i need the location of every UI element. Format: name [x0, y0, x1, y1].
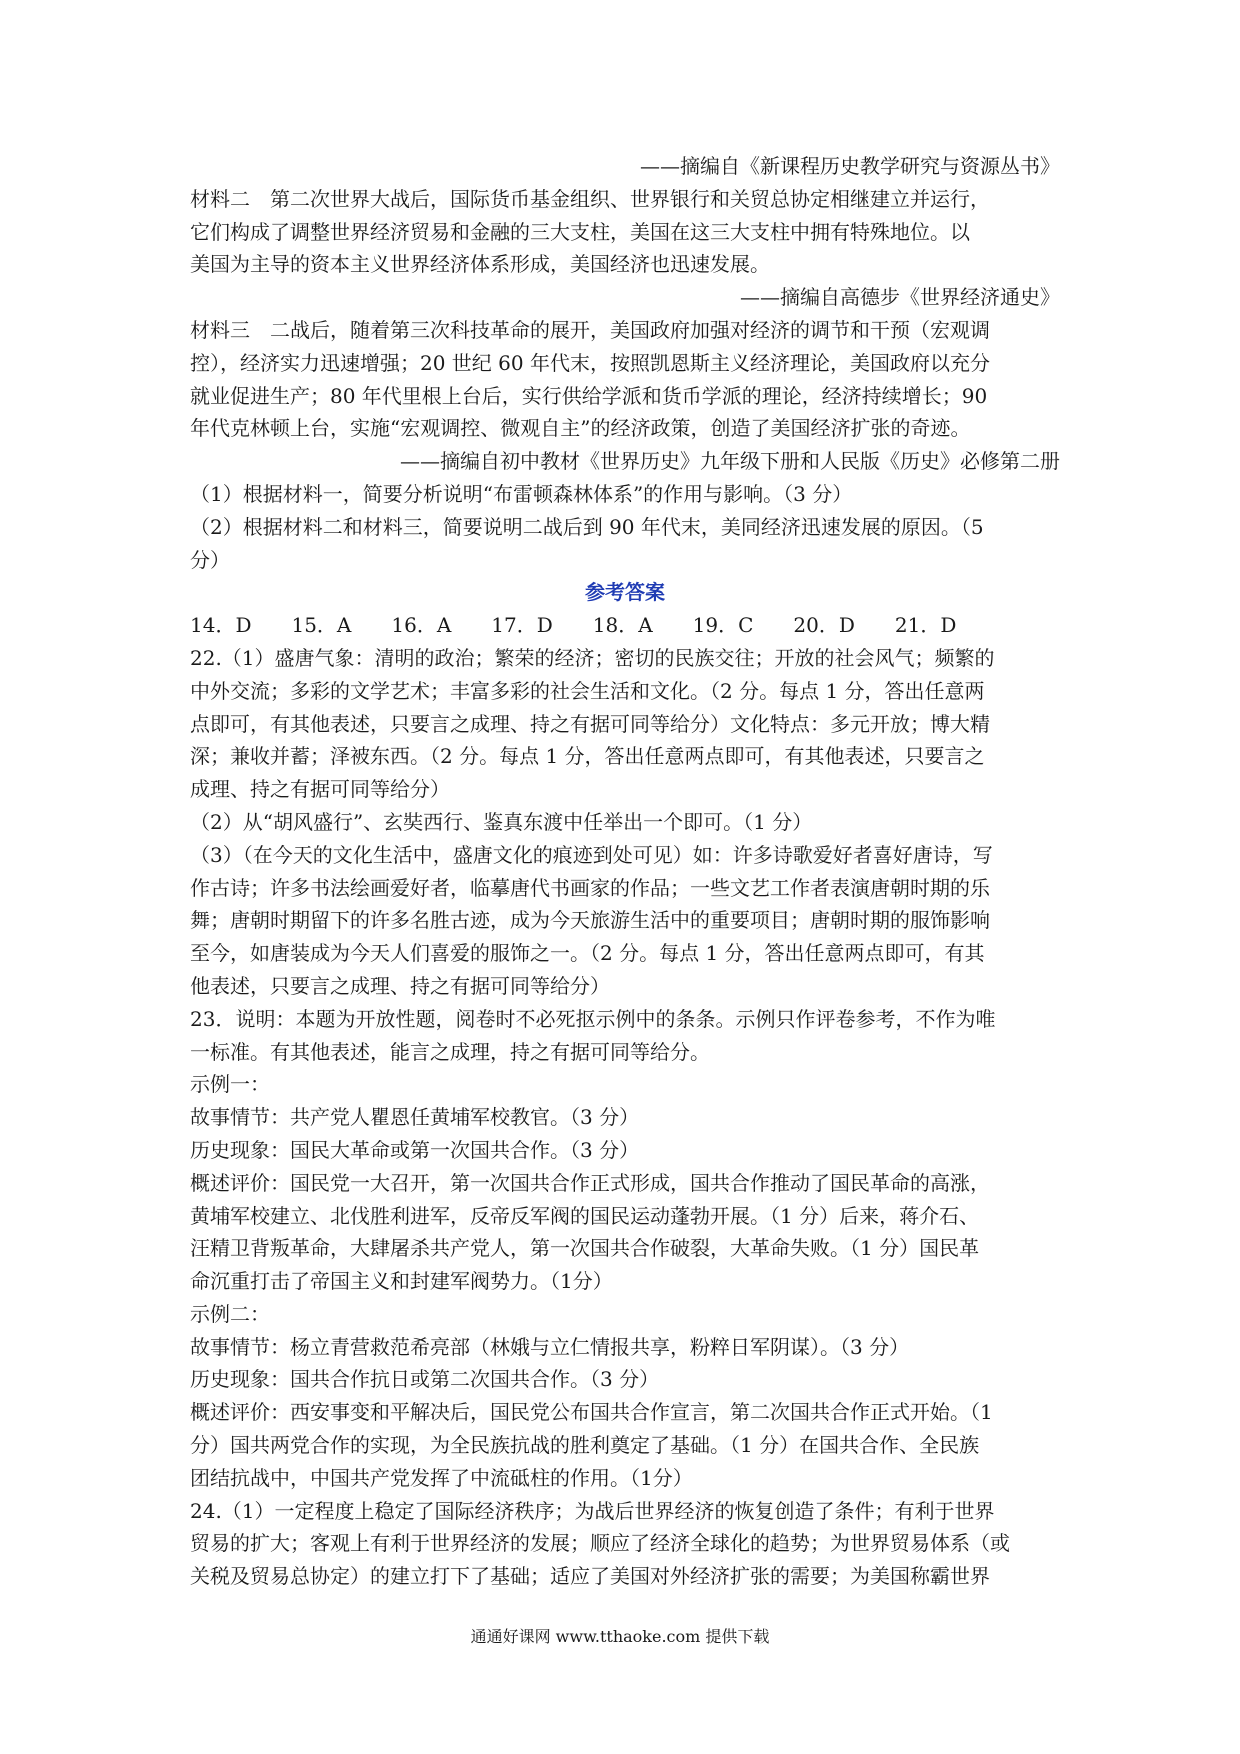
material-text-line: 年代克林顿上台，实施“宏观调控、微观自主”的经济政策，创造了美国经济扩张的奇迹。: [190, 416, 971, 441]
page-footer: 通通好课网 www.tthaoke.com 提供下载: [470, 1627, 770, 1646]
material-text-line: 控），经济实力迅速增强；20 世纪 60 年代末，按照凯恩斯主义经济理论，美国政府以充分: [190, 350, 990, 375]
answer-line: 关税及贸易总协定）的建立打下了基础；适应了美国对外经济扩张的需要；为美国称霸世界: [190, 1564, 990, 1589]
answer-line: 示例一：: [190, 1072, 270, 1097]
question-line: 分）: [190, 547, 230, 572]
answer-line: 示例二：: [190, 1301, 270, 1326]
answer-line: 至今，如唐装成为今天人们喜爱的服饰之一。（2 分。每点 1 分，答出任意两点即可，有其: [190, 941, 985, 966]
answer-line: 他表述，只要言之成理、持之有据可同等给分）: [190, 973, 610, 998]
answer-line: 作古诗；许多书法绘画爱好者，临摹唐代书画家的作品；一些文艺工作者表演唐朝时期的乐: [190, 875, 990, 900]
answer-line: 一标准。有其他表述，能言之成理，持之有据可同等给分。: [190, 1039, 710, 1064]
answer-line: 成理、持之有据可同等给分）: [190, 777, 450, 802]
material-text-line: 它们构成了调整世界经济贸易和金融的三大支柱，美国在这三大支柱中拥有特殊地位。以: [190, 219, 970, 244]
answer-line: 概述评价：国民党一大召开，第一次国共合作正式形成，国共合作推动了国民革命的高涨，: [190, 1170, 990, 1195]
answer-line: 22.（1）盛唐气象：清明的政治；繁荣的经济；密切的民族交往；开放的社会风气；频繁的: [190, 645, 995, 670]
source-citation: ——摘编自高德步《世界经济通史》: [740, 285, 1060, 310]
question-line: （1）根据材料一，简要分析说明“布雷顿森林体系”的作用与影响。（3 分）: [190, 481, 853, 506]
answer-line: 故事情节：共产党人瞿恩任黄埔军校教官。（3 分）: [190, 1105, 640, 1130]
answer-line: 命沉重打击了帝国主义和封建军阀势力。（1分）: [190, 1269, 613, 1294]
answer-line: 中外交流；多彩的文学艺术；丰富多彩的社会生活和文化。（2 分。每点 1 分，答出任意两: [190, 678, 985, 703]
answer-line: 历史现象：国民大革命或第一次国共合作。（3 分）: [190, 1137, 640, 1162]
answer-line: 团结抗战中，中国共产党发挥了中流砥柱的作用。（1分）: [190, 1465, 693, 1490]
answer-line: 贸易的扩大；客观上有利于世界经济的发展；顺应了经济全球化的趋势；为世界贸易体系（或: [190, 1531, 1010, 1556]
answer-line: 汪精卫背叛革命，大肆屠杀共产党人，第一次国共合作破裂，大革命失败。（1 分）国民革: [190, 1236, 980, 1261]
answer-line: 历史现象：国共合作抗日或第二次国共合作。（3 分）: [190, 1367, 660, 1392]
answer-line: （3）（在今天的文化生活中，盛唐文化的痕迹到处可见）如：许多诗歌爱好者喜好唐诗，写: [190, 842, 993, 867]
answer-line: 故事情节：杨立青营救范希亮部（林娥与立仁情报共享，粉粹日军阴谋）。（3 分）: [190, 1334, 910, 1359]
document-page: [190, 150, 1060, 1593]
material-text-line: 材料三 二战后，随着第三次科技革命的展开，美国政府加强对经济的调节和干预（宏观调: [190, 317, 990, 342]
answer-line: 点即可，有其他表述，只要言之成理、持之有据可同等给分）文化特点：多元开放；博大精: [190, 711, 990, 736]
answer-line: （2）从“胡风盛行”、玄奘西行、鉴真东渡中任举出一个即可。（1 分）: [190, 809, 813, 834]
material-text-line: 美国为主导的资本主义世界经济体系形成，美国经济也迅速发展。: [190, 252, 770, 277]
material-section: [190, 150, 1060, 576]
material-text-line: 就业促进生产；80 年代里根上台后，实行供给学派和货币学派的理论，经济持续增长；90: [190, 383, 988, 408]
answer-choices: 14．D 15．A 16．A 17．D 18．A 19．C 20．D 21．D: [190, 613, 957, 638]
source-citation: ——摘编自《新课程历史教学研究与资源丛书》: [640, 154, 1060, 178]
answer-line: 24.（1）一定程度上稳定了国际经济秩序；为战后世界经济的恢复创造了条件；有利于世界: [190, 1498, 995, 1523]
material-text-line: 材料二 第二次世界大战后，国际货币基金组织、世界银行和关贸总协定相继建立并运行，: [190, 186, 990, 211]
answer-title: 参考答案: [585, 580, 665, 605]
answer-line: 黄埔军校建立、北伐胜利进军，反帝反军阀的国民运动蓬勃开展。（1 分）后来，蒋介石、: [190, 1203, 980, 1228]
answer-section: [190, 642, 1060, 1593]
question-line: （2）根据材料二和材料三，简要说明二战后到 90 年代末，美同经济迅速发展的原因。（5: [190, 514, 984, 539]
answer-line: 舞；唐朝时期留下的许多名胜古迹，成为今天旅游生活中的重要项目；唐朝时期的服饰影响: [190, 908, 990, 933]
source-citation: ——摘编自初中教材《世界历史》九年级下册和人民版《历史》必修第二册: [400, 449, 1060, 474]
answer-line: 23．说明：本题为开放性题，阅卷时不必死抠示例中的条条。示例只作评卷参考，不作为唯: [190, 1006, 996, 1031]
answer-line: 分）国共两党合作的实现，为全民族抗战的胜利奠定了基础。（1 分）在国共合作、全民族: [190, 1433, 980, 1458]
answer-line: 深；兼收并蓄；泽被东西。（2 分。每点 1 分，答出任意两点即可，有其他表述，只要言之: [190, 744, 985, 769]
answer-line: 概述评价：西安事变和平解决后，国民党公布国共合作宣言，第二次国共合作正式开始。（1: [190, 1400, 993, 1425]
